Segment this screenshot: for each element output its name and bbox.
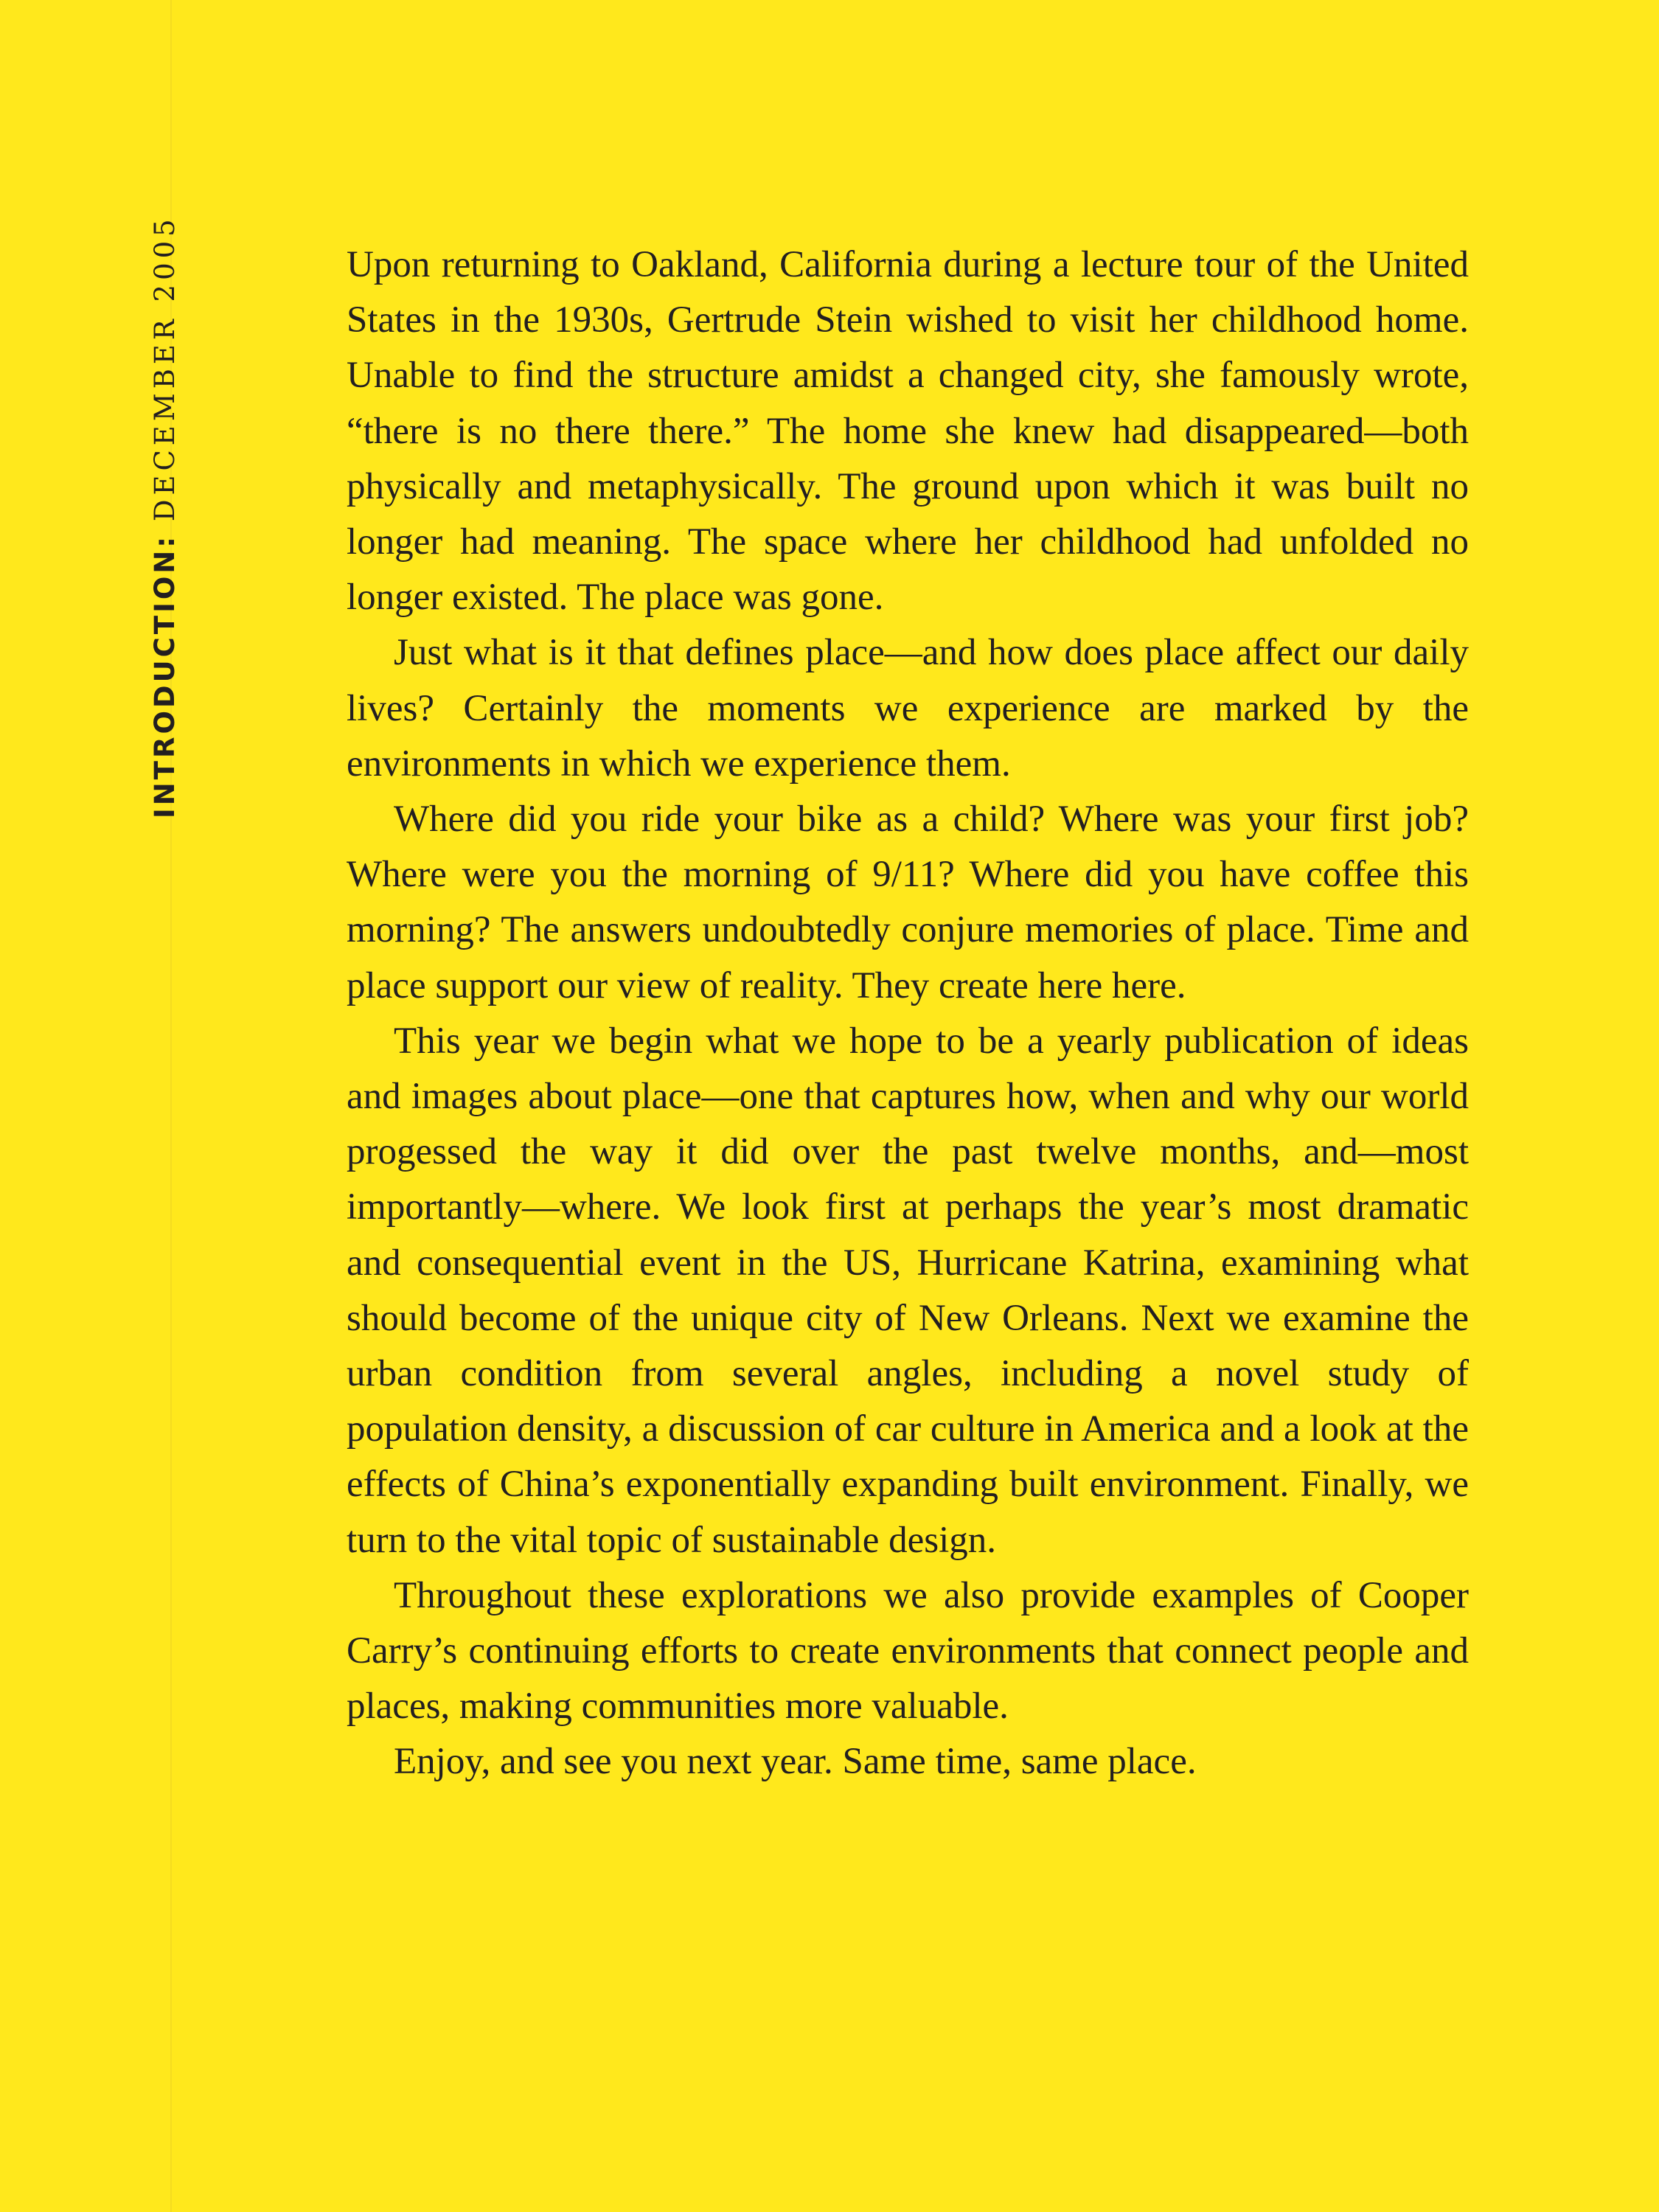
paragraph-4: This year we begin what we hope to be a yearly publication of ideas and images about place—one that captures how, when and why our world progessed the way it did over the past twelve months, and—most importantly—where. We look first at perhaps the year’s most dramatic and consequential event in the US, Hurricane Katrina, examining what should become of the unique city of New Orleans. Next we examine the urban condition from several angles, including a novel study of population density, a discussion of car culture in America and a look at the effects of China’s exponentially expanding built environment. Finally, we turn to the vital topic of sustainable design. (347, 1020, 1469, 1561)
paragraph-2: Just what is it that defines place—and how does place affect our daily lives? Certainly the moments we experience are marked by the environments in which we experience them. (347, 632, 1469, 785)
paragraph-5: Throughout these explorations we also provide examples of Cooper Carry’s continuing efforts to create environments that connect people and places, making communities more valuable. (347, 1574, 1469, 1728)
paragraph-6: Enjoy, and see you next year. Same time, same place. (394, 1741, 1197, 1783)
section-label: INTRODUCTION: (149, 533, 181, 818)
paragraph-3: Where did you ride your bike as a child? Where was your first job? Where were you the morning of 9/11? Where did you have coffee this morning? The answers undoubtedly conjure memories of place. Time and place support our view of reality. They create here here. (347, 799, 1469, 1006)
introduction-body (347, 237, 1469, 1790)
side-title (149, 215, 181, 818)
issue-date: DECEMBER 2005 (149, 215, 181, 522)
paragraph-1: Upon returning to Oakland, California during a lecture tour of the United States in the 1930s, Gertrude Stein wished to visit her childhood home. Unable to find the structure amidst a changed city, she famously wrote, “there is no there there.” The home she knew had disappeared—both physically and metaphysically. The ground upon which it was built no longer had meaning. The space where her childhood had unfolded no longer existed. The place was gone. (347, 244, 1469, 619)
